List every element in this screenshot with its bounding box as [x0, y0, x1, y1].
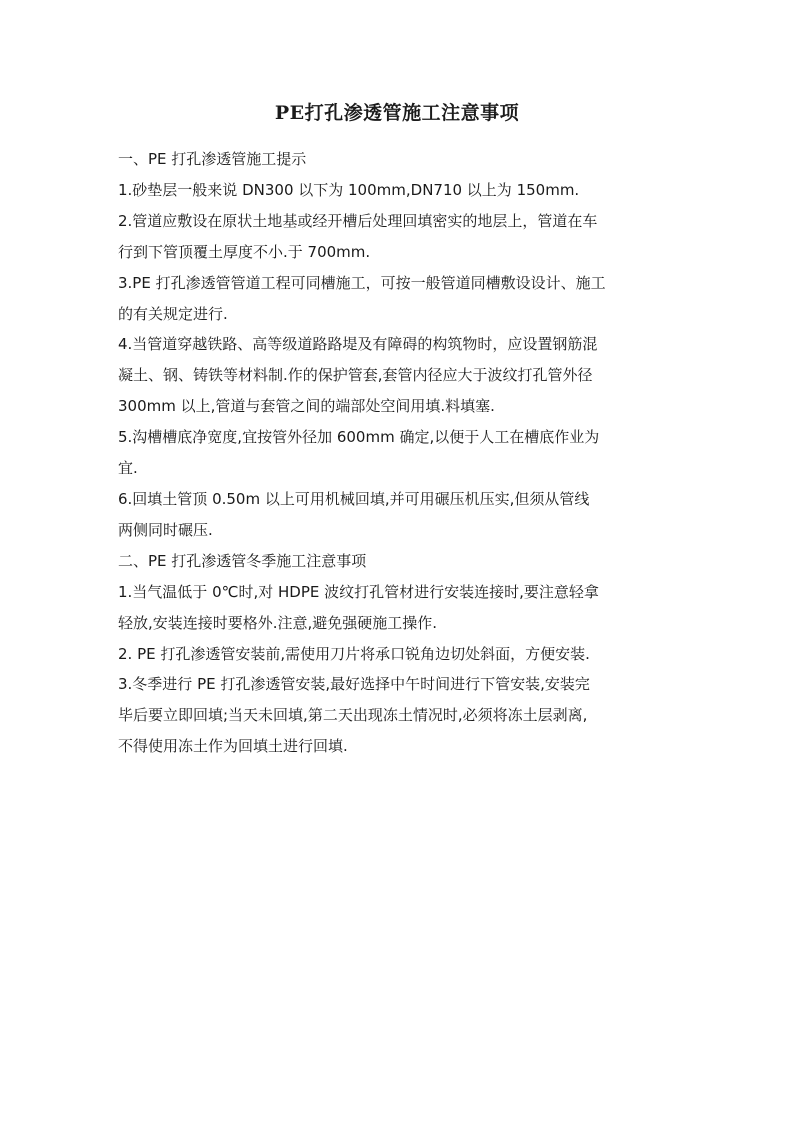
paragraph-line: 2.管道应敷设在原状土地基或经开槽后处理回填密实的地层上，管道在车: [118, 211, 598, 230]
paragraph-line: 两侧同时碾压.: [118, 520, 213, 539]
paragraph-line: 不得使用冻土作为回填土进行回填.: [118, 737, 348, 756]
paragraph-line: 1.砂垫层一般来说 DN300 以下为 100mm,DN710 以上为 150mm.: [118, 180, 580, 199]
paragraph-line: 1.当气温低于 0℃时,对 HDPE 波纹打孔管材进行安装连接时,要注意轻拿: [118, 582, 599, 601]
paragraph-line: 的有关规定进行.: [118, 304, 228, 323]
paragraph-line: 6.回填土管顶 0.50m 以上可用机械回填,并可用碾压机压实,但须从管线: [118, 489, 590, 508]
section-heading-1: 一、PE 打孔渗透管施工提示: [118, 150, 307, 168]
document-title: PE打孔渗透管施工注意事项: [274, 102, 520, 124]
paragraph-line: 宜.: [118, 459, 138, 478]
paragraph-line: 毕后要立即回填;当天未回填,第二天出现冻土情况时,必须将冻土层剥离,: [118, 706, 588, 725]
paragraph-line: 4.当管道穿越铁路、高等级道路路堤及有障碍的构筑物时，应设置钢筋混: [118, 335, 598, 354]
paragraph-line: 行到下管顶覆土厚度不小.于 700mm.: [118, 242, 371, 261]
paragraph-line: 2. PE 打孔渗透管安装前,需使用刀片将承口锐角边切处斜面，方便安装.: [118, 644, 590, 663]
section-heading-2: 二、PE 打孔渗透管冬季施工注意事项: [118, 551, 367, 570]
paragraph-line: 300mm 以上,管道与套管之间的端部处空间用填.料填塞.: [118, 397, 495, 416]
paragraph-line: 3.冬季进行 PE 打孔渗透管安装,最好选择中午时间进行下管安装,安装完: [118, 675, 590, 694]
paragraph-line: 5.沟槽槽底净宽度,宜按管外径加 600mm 确定,以便于人工在槽底作业为: [118, 428, 600, 447]
paragraph-line: 凝土、钢、铸铁等材料制.作的保护管套,套管内径应大于波纹打孔管外径: [118, 366, 593, 385]
paragraph-line: 轻放,安装连接时要格外.注意,避免强硬施工操作.: [118, 613, 438, 632]
document-body: [118, 144, 678, 762]
paragraph-line: 3.PE 打孔渗透管管道工程可同槽施工，可按一般管道同槽敷设设计、施工: [118, 273, 606, 292]
